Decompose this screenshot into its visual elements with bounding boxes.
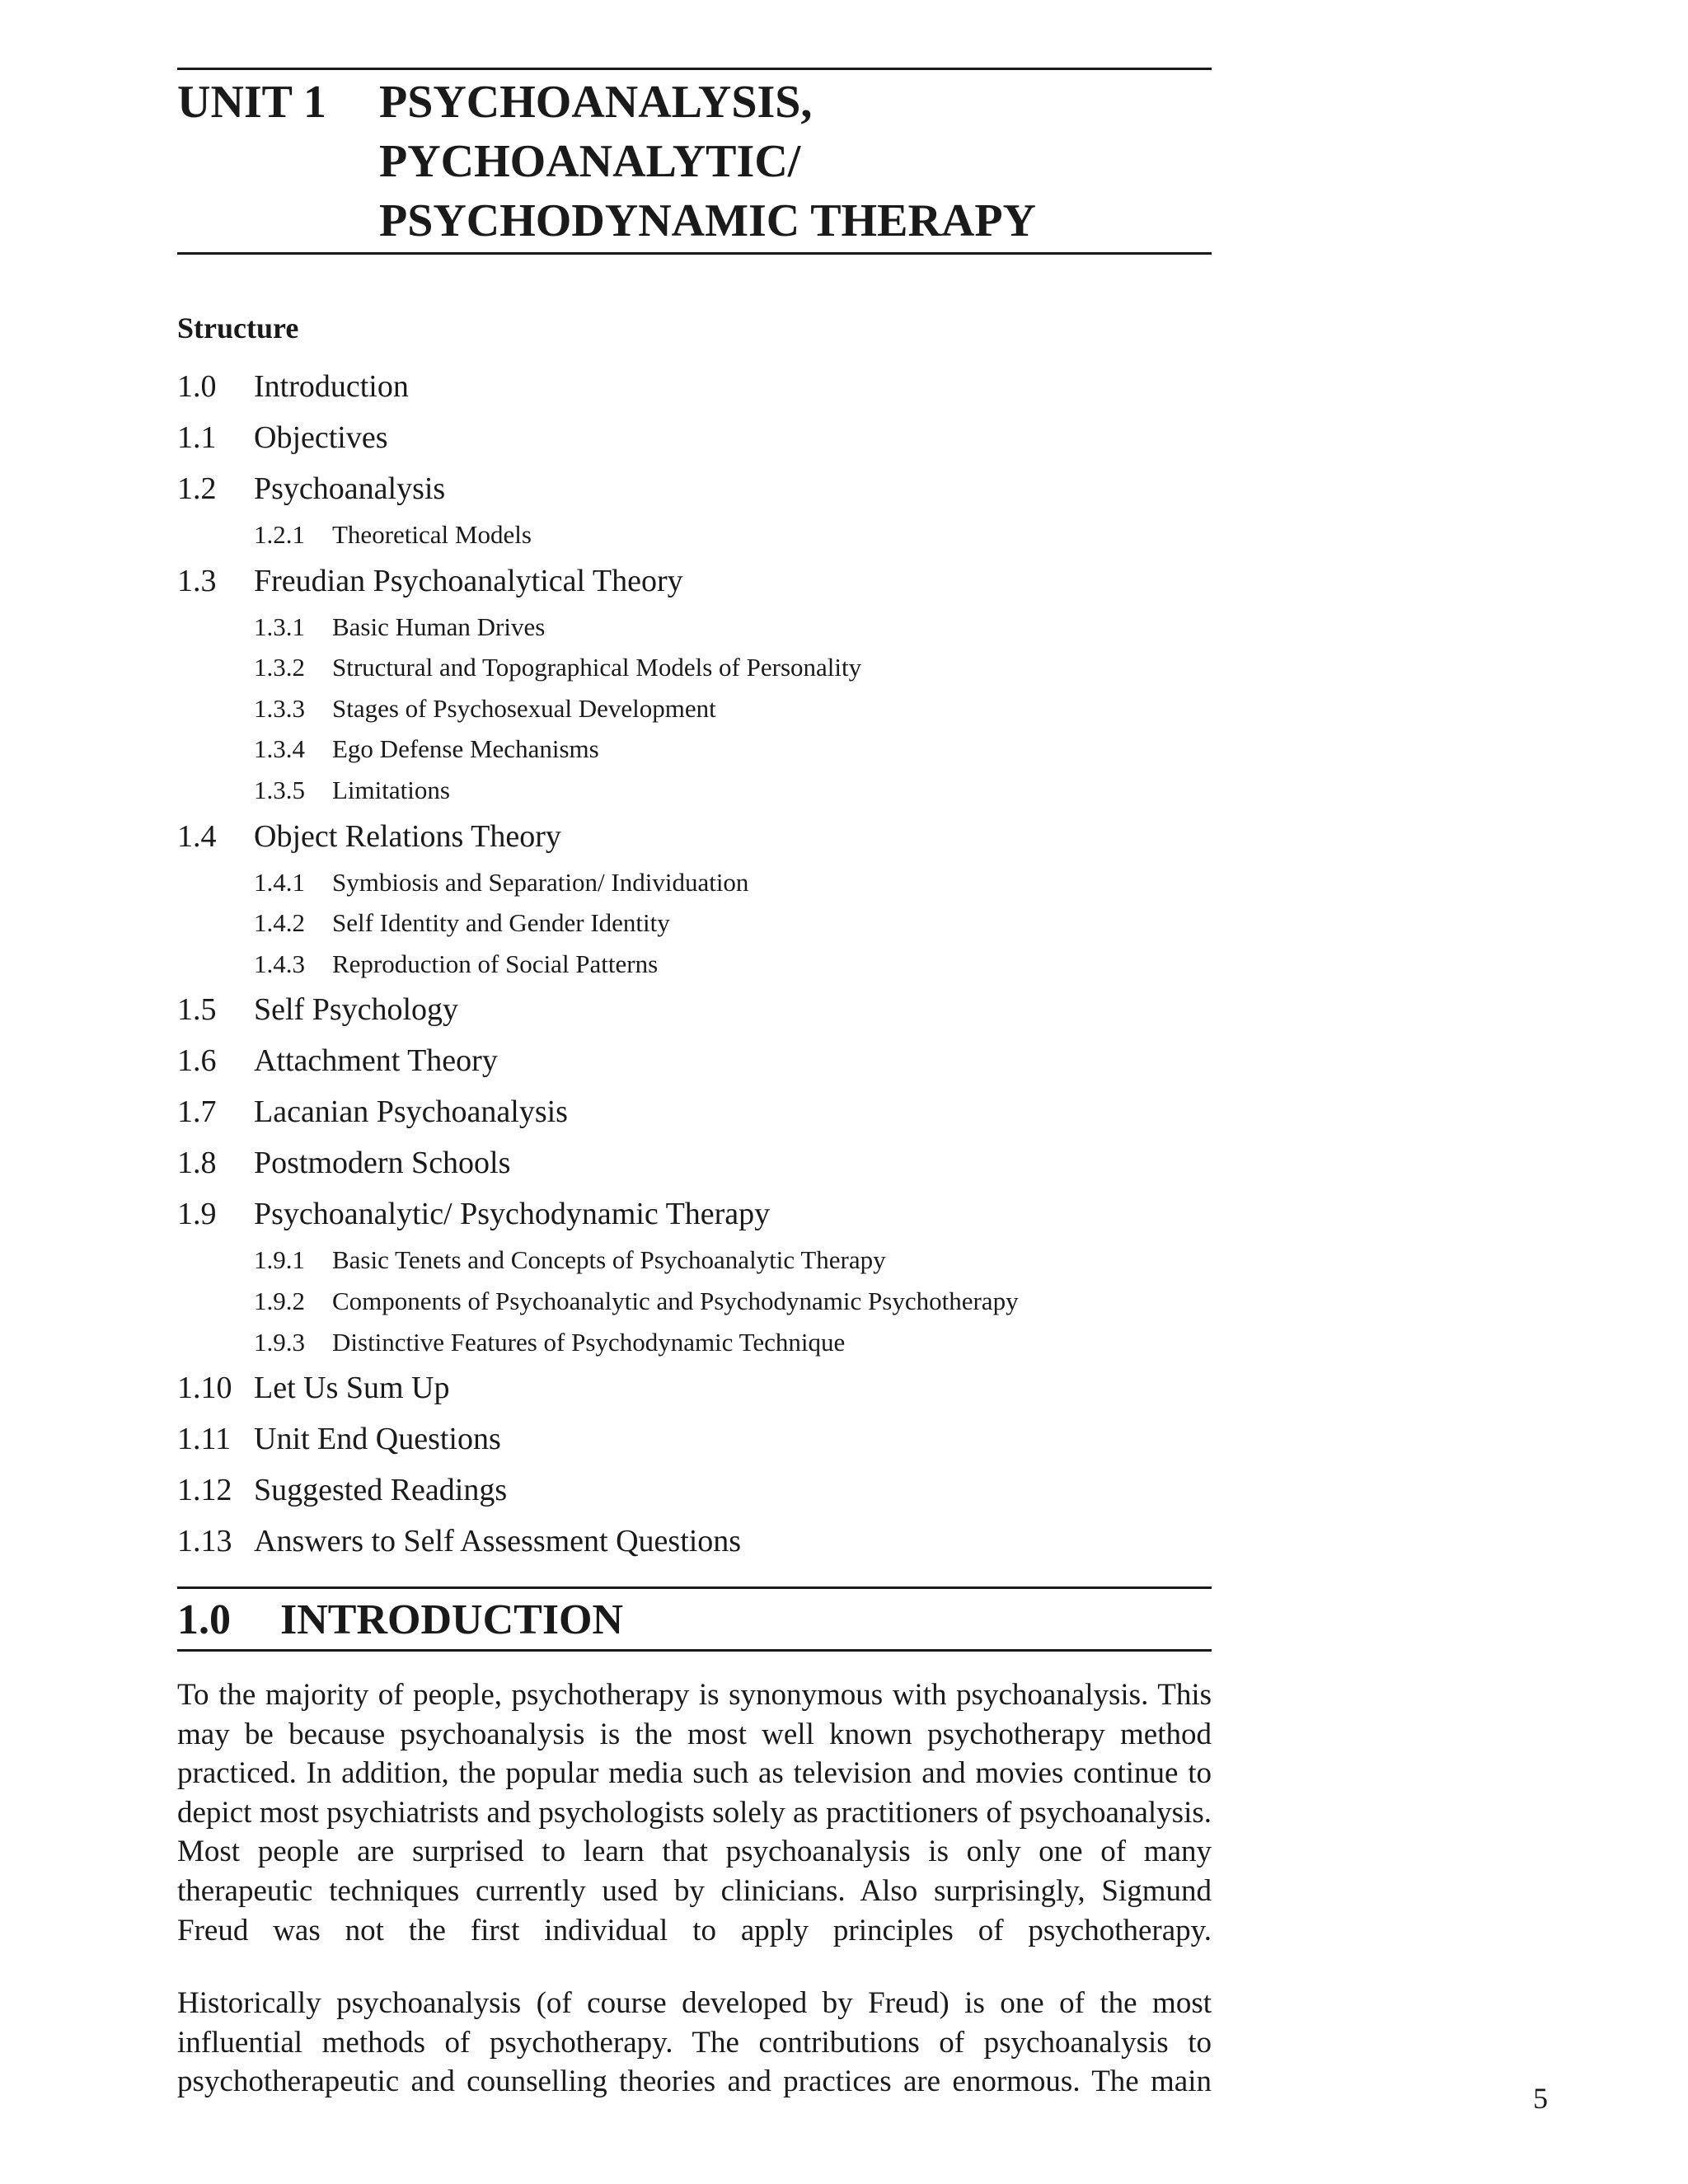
structure-item-title: Theoretical Models bbox=[332, 520, 532, 549]
structure-item-number: 1.3.3 bbox=[254, 693, 305, 723]
structure-item-number: 1.9.3 bbox=[254, 1327, 305, 1357]
structure-item-title: Suggested Readings bbox=[254, 1473, 508, 1508]
structure-item-number: 1.4.1 bbox=[254, 867, 305, 897]
structure-item-title: Components of Psychoanalytic and Psychodynamic Psychotherapy bbox=[332, 1286, 1019, 1315]
structure-item-number: 1.3.5 bbox=[254, 775, 305, 804]
section-title: INTRODUCTION bbox=[280, 1596, 624, 1643]
unit-title-line: PSYCHOANALYSIS, bbox=[379, 77, 813, 128]
structure-item-number: 1.12 bbox=[177, 1473, 232, 1508]
title-top-rule bbox=[177, 68, 1212, 70]
structure-item bbox=[177, 361, 1212, 412]
structure-item-title: Basic Human Drives bbox=[332, 612, 546, 641]
structure-subitem bbox=[177, 1322, 1212, 1363]
structure-item-number: 1.4.2 bbox=[254, 908, 305, 938]
structure-item-title: Let Us Sum Up bbox=[254, 1371, 450, 1406]
structure-item bbox=[177, 1137, 1212, 1188]
structure-item-title: Postmodern Schools bbox=[254, 1146, 511, 1181]
unit-title-line: PSYCHODYNAMIC THERAPY bbox=[379, 195, 1036, 246]
structure-item bbox=[177, 984, 1212, 1035]
structure-item-title: Psychoanalysis bbox=[254, 471, 446, 506]
structure-item-title: Reproduction of Social Patterns bbox=[332, 949, 659, 978]
structure-item-number: 1.2 bbox=[177, 471, 217, 506]
structure-item-title: Attachment Theory bbox=[254, 1043, 498, 1079]
structure-item-title: Objectives bbox=[254, 420, 388, 455]
structure-item-number: 1.1 bbox=[177, 420, 217, 455]
structure-item-title: Self Psychology bbox=[254, 992, 459, 1028]
structure-item-title: Symbiosis and Separation/ Individuation bbox=[332, 867, 749, 897]
structure-item-title: Ego Defense Mechanisms bbox=[332, 734, 599, 764]
structure-item-number: 1.2.1 bbox=[254, 520, 305, 549]
title-bottom-rule bbox=[177, 252, 1212, 255]
structure-list bbox=[177, 361, 1212, 1567]
body-paragraph: Historically psychoanalysis (of course developed by Freud) is one of the most influential methods of psychotherapy. The contributions of psychoanalysis to psychotherapeutic and counselling theories and practices are enormous. The main bbox=[177, 1986, 1212, 2099]
structure-item-number: 1.5 bbox=[177, 992, 217, 1028]
structure-item-number: 1.3.1 bbox=[254, 612, 305, 641]
structure-item-title: Introduction bbox=[254, 369, 409, 404]
structure-item-number: 1.13 bbox=[177, 1524, 232, 1559]
structure-item-title: Object Relations Theory bbox=[254, 818, 561, 854]
structure-item-title: Basic Tenets and Concepts of Psychoanalytic Therapy bbox=[332, 1245, 886, 1275]
structure-subitem bbox=[177, 729, 1212, 770]
body-paragraph: To the majority of people, psychotherapy is synonymous with psychoanalysis. This may be because psychoanalysis is the most well known psychotherapy method practiced. In addition, the popular media such as television and movies continue to depict most psychiatrists and psychologists solely as practitioners of psychoanalysis. Most people are surprised to learn that psychoanalysis is only one of many therapeutic techniques currently used by clinicians. Also surprisingly, Sigmund Freud was not the first individual to apply principles of psychotherapy. bbox=[177, 1678, 1212, 1947]
structure-subitem bbox=[177, 944, 1212, 985]
structure-item bbox=[177, 1516, 1212, 1567]
structure-item-title: Limitations bbox=[332, 775, 450, 804]
section-bottom-rule bbox=[177, 1649, 1212, 1652]
structure-item bbox=[177, 463, 1212, 514]
structure-item-number: 1.10 bbox=[177, 1371, 232, 1406]
structure-item bbox=[177, 1035, 1212, 1086]
structure-subitem bbox=[177, 902, 1212, 944]
structure-subitem bbox=[177, 770, 1212, 811]
structure-item-number: 1.9.1 bbox=[254, 1245, 305, 1275]
section-number: 1.0 bbox=[177, 1596, 231, 1643]
structure-item-number: 1.7 bbox=[177, 1094, 217, 1130]
structure-subitem bbox=[177, 688, 1212, 729]
structure-item-title: Answers to Self Assessment Questions bbox=[254, 1524, 742, 1559]
page-number: 5 bbox=[1533, 2082, 1548, 2115]
structure-item-title: Self Identity and Gender Identity bbox=[332, 908, 670, 938]
structure-item bbox=[177, 1086, 1212, 1137]
structure-item-title: Stages of Psychosexual Development bbox=[332, 693, 716, 723]
structure-item-title: Psychoanalytic/ Psychodynamic Therapy bbox=[254, 1197, 771, 1232]
structure-item bbox=[177, 811, 1212, 862]
structure-item-title: Freudian Psychoanalytical Theory bbox=[254, 563, 683, 598]
structure-item-number: 1.3.2 bbox=[254, 653, 305, 682]
structure-item-number: 1.4 bbox=[177, 818, 217, 854]
structure-subitem bbox=[177, 514, 1212, 555]
structure-item bbox=[177, 555, 1212, 607]
structure-item bbox=[177, 1188, 1212, 1240]
structure-item-number: 1.3.4 bbox=[254, 734, 305, 764]
structure-item bbox=[177, 1413, 1212, 1465]
structure-item-title: Unit End Questions bbox=[254, 1422, 501, 1457]
structure-heading: Structure bbox=[177, 312, 299, 344]
structure-item-number: 1.6 bbox=[177, 1043, 217, 1079]
structure-item-number: 1.0 bbox=[177, 369, 217, 404]
structure-subitem bbox=[177, 1240, 1212, 1281]
structure-item bbox=[177, 1465, 1212, 1516]
structure-item-number: 1.8 bbox=[177, 1146, 217, 1181]
structure-item-title: Lacanian Psychoanalysis bbox=[254, 1094, 568, 1130]
structure-subitem bbox=[177, 862, 1212, 903]
structure-item-title: Structural and Topographical Models of Personality bbox=[332, 653, 862, 682]
structure-item bbox=[177, 1362, 1212, 1413]
unit-title-line: PYCHOANALYTIC/ bbox=[379, 136, 801, 187]
structure-item-number: 1.9 bbox=[177, 1197, 217, 1232]
structure-subitem bbox=[177, 1281, 1212, 1322]
structure-subitem bbox=[177, 607, 1212, 648]
structure-item-number: 1.3 bbox=[177, 563, 217, 598]
section-top-rule bbox=[177, 1586, 1212, 1589]
structure-item-number: 1.9.2 bbox=[254, 1286, 305, 1315]
unit-title-lines bbox=[379, 73, 1036, 251]
structure-item-title: Distinctive Features of Psychodynamic Technique bbox=[332, 1327, 846, 1357]
structure-item-number: 1.4.3 bbox=[254, 949, 305, 978]
unit-label: UNIT 1 bbox=[177, 77, 327, 128]
structure-item bbox=[177, 412, 1212, 463]
structure-subitem bbox=[177, 647, 1212, 688]
structure-item-number: 1.11 bbox=[177, 1422, 232, 1457]
